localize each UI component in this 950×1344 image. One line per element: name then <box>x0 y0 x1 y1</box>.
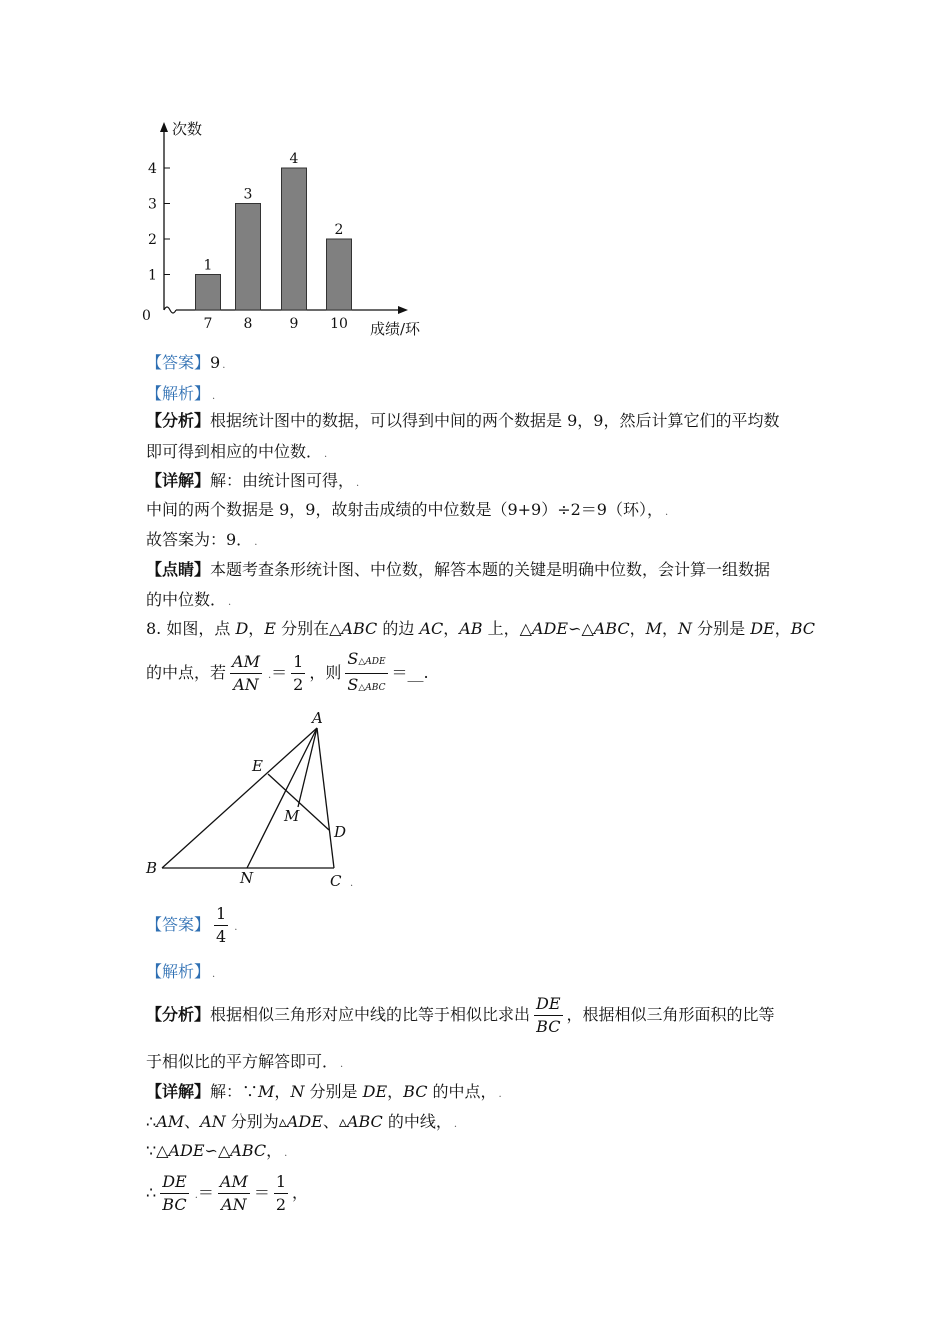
fenxi-text-1: 根据统计图中的数据，可以得到中间的两个数据是 9，9，然后计算它们的平均数 <box>210 411 780 430</box>
equals: ＝ <box>197 1183 214 1202</box>
label-m: M <box>284 807 300 825</box>
stem-text: 分别是 <box>692 619 751 638</box>
xiangjie-text: 的中点， <box>427 1082 497 1101</box>
x-tick-label: 10 <box>330 316 348 332</box>
point-label: N <box>678 619 693 638</box>
q7-dianjing-line-1 <box>146 560 770 580</box>
answer-tag: 【答案】 <box>146 353 211 372</box>
punct: 、 <box>184 1112 201 1131</box>
point-label: M <box>258 1082 275 1101</box>
q7-fenxi-line-2: 即可得到相应的中位数． . <box>146 442 328 461</box>
answer-tag: 【答案】 <box>146 915 211 934</box>
triangle-label: ABC <box>593 619 630 638</box>
q8-fenxi-line-1 <box>146 992 775 1038</box>
stem-text: 的中点，若 <box>146 663 227 682</box>
stem-text: 8. 如图，点 <box>146 619 236 638</box>
svg-text:.: . <box>350 878 354 889</box>
y-axis-label: 次数 <box>172 120 203 138</box>
punct: ， <box>387 1082 404 1101</box>
fraction-de-bc: $\frac{DE}{BC}$ <box>536 994 561 1036</box>
segment-label: BC <box>790 619 816 638</box>
equals: ＝ <box>253 1183 270 1202</box>
punct: ， <box>629 619 646 638</box>
jiexi-tag: 【解析】 <box>146 962 211 981</box>
fenxi-text: 于相似比的平方解答即可． <box>146 1052 339 1071</box>
segment-am <box>298 728 317 807</box>
xiangjie-tag: 【详解】 <box>146 1082 211 1101</box>
fraction-one-half: $\frac{1}{2}$ <box>293 652 304 694</box>
stem-text: 上，△ <box>482 619 532 638</box>
punct: ， <box>266 1141 283 1160</box>
fraction-am-an: $\frac{AM}{AN}$ <box>232 652 260 694</box>
stem-text: 的边 <box>377 619 420 638</box>
fenxi-text: ，根据相似三角形面积的比等 <box>566 1005 775 1024</box>
dianjing-text-1: 本题考查条形统计图、中位数，解答本题的关键是明确中位数，会计算一组数据 <box>210 560 771 579</box>
chart-layer <box>142 120 421 338</box>
point-label: M <box>645 619 663 638</box>
stem-text: 分别在△ <box>275 619 342 638</box>
q7-dianjing-line-2: 的中位数． . <box>146 590 232 609</box>
point-label: N <box>290 1082 305 1101</box>
segment-label: AN <box>200 1112 226 1131</box>
q8-xiangjie-line-3: ∵△ADE∽△ABC， . <box>146 1141 288 1160</box>
label-e: E <box>252 757 263 775</box>
x-tick-label: 8 <box>243 316 253 332</box>
triangle-label: ADE <box>168 1141 205 1160</box>
segment-ac <box>317 728 334 868</box>
y-tick-label: 4 <box>148 161 157 177</box>
triangle-label: ABC <box>346 1112 383 1131</box>
segment-label: DE <box>750 619 775 638</box>
q8-stem-line-1 <box>146 619 815 639</box>
xiangjie-text-1: 解：由统计图可得， <box>210 471 355 490</box>
sim-symbol: ∽△ <box>204 1141 231 1160</box>
y-tick-label: 0 <box>142 308 151 324</box>
triangle-figure <box>140 708 370 898</box>
bar <box>327 239 352 310</box>
data-label: 3 <box>243 186 253 203</box>
therefore: ∴ <box>146 1183 157 1202</box>
q7-jiexi-line: 【解析】 . <box>146 384 216 403</box>
data-label: 4 <box>289 151 299 167</box>
label-c: C <box>330 872 342 890</box>
q8-xiangjie-line-4: ∴ $\frac{DE}{BC}$ .＝ $\frac{AM}{AN}$ ＝ $\frac{1}{2}$ ， <box>146 1172 309 1214</box>
fraction-de-bc: $\frac{DE}{BC}$ <box>162 1172 187 1214</box>
punct: ， <box>248 619 265 638</box>
triangle-label: ADE <box>286 1112 323 1131</box>
xiangjie-text: 分别为▵ <box>225 1112 287 1131</box>
y-axis-arrow <box>160 122 168 132</box>
label-d: D <box>334 823 347 841</box>
q7-answer-line: 【答案】9 . <box>146 353 226 372</box>
q8-xiangjie-line-2: ∴AM、AN 分别为▵ADE、▵ABC 的中线， . <box>146 1112 458 1131</box>
punct: ， <box>274 1082 291 1101</box>
punct: ， <box>662 619 679 638</box>
sim-symbol: ∽△ <box>568 619 594 638</box>
fenxi-tag: 【分析】 <box>146 411 211 430</box>
q7-fenxi-line-1 <box>146 411 779 431</box>
fenxi-text: 根据相似三角形对应中线的比等于相似比求出 <box>210 1005 531 1024</box>
xiangjie-text: 解：∵ <box>210 1082 259 1101</box>
data-label: 1 <box>203 257 213 274</box>
label-a: A <box>312 709 323 727</box>
segment-label: AC <box>419 619 444 638</box>
xiangjie-text: 分别是 <box>304 1082 363 1101</box>
x-axis-label: 成绩/环 <box>370 320 421 338</box>
fraction-one-half: $\frac{1}{2}$ <box>275 1172 287 1214</box>
label-n: N <box>240 869 254 887</box>
segment-label: BC <box>403 1082 428 1101</box>
q7-conclusion-line: 故答案为：9． . <box>146 530 258 549</box>
q7-xiangjie-line-2: 中间的两个数据是 9，9，故射击成绩的中位数是（9+9）÷2＝9（环）， . <box>146 500 669 519</box>
fraction-area-ratio: $\frac{\text{S△ADE}}{\text{S△ABC}}$ <box>347 649 386 694</box>
x-tick-label: 9 <box>289 316 299 332</box>
jiexi-tag: 【解析】 <box>146 384 211 403</box>
q8-answer-line: 【答案】 $\frac{1}{4}$ . <box>146 904 238 946</box>
punct: ， <box>774 619 791 638</box>
punct: ， <box>292 1183 309 1202</box>
bar <box>236 204 261 311</box>
xiangjie-text: 的中线， <box>382 1112 452 1131</box>
y-tick-label: 2 <box>148 232 157 248</box>
therefore: ∴ <box>146 1112 157 1131</box>
equals: ＝ <box>271 663 288 682</box>
bar-chart <box>140 112 460 342</box>
segment-an <box>247 728 317 868</box>
triangle-label: ABC <box>230 1141 267 1160</box>
xiangjie-text-2: 中间的两个数据是 9，9，故射击成绩的中位数是（9+9）÷2＝9（环）， <box>146 500 663 519</box>
answer-fraction: $\frac{1}{4}$ <box>216 904 227 946</box>
q8-jiexi-line: 【解析】 . <box>146 962 216 981</box>
dianjing-tag: 【点睛】 <box>146 560 211 579</box>
punct: ， <box>443 619 460 638</box>
q8-xiangjie-line-1: 【详解】解：∵M，N 分别是 DE，BC 的中点， . <box>146 1082 502 1101</box>
axis-break <box>164 307 176 313</box>
because: ∵△ <box>146 1141 169 1160</box>
y-tick-label: 1 <box>148 267 157 284</box>
label-b: B <box>146 859 158 877</box>
dianjing-text-2: 的中位数． <box>146 590 227 609</box>
fenxi-text-2: 即可得到相应的中位数． <box>146 442 323 461</box>
conclusion-text: 故答案为：9． <box>146 530 253 549</box>
point-label: D <box>235 619 249 638</box>
answer-value: 9 <box>210 353 221 372</box>
fraction-am-an: $\frac{AM}{AN}$ <box>219 1172 248 1214</box>
q7-xiangjie-line: 【详解】解：由统计图可得， . <box>146 471 360 490</box>
data-label: 2 <box>334 222 344 238</box>
q8-fenxi-line-2: 于相似比的平方解答即可． . <box>146 1052 344 1071</box>
segment-label: AB <box>459 619 483 638</box>
bar <box>196 275 221 311</box>
x-axis-arrow <box>398 306 408 314</box>
q8-stem-line-2: 的中点，若 $\frac{AM}{AN}$ .＝ $\frac{1}{2}$ ，则 $\frac{\text{S△ADE}}{\text{S△ABC}}$ ＝__. <box>146 650 429 699</box>
fenxi-tag: 【分析】 <box>146 1005 211 1024</box>
x-tick-label: 7 <box>203 316 213 332</box>
xiangjie-text: 、▵ <box>322 1112 347 1131</box>
answer-blank: ＝__. <box>391 663 429 682</box>
stem-text: ，则 <box>309 663 342 682</box>
segment-label: AM <box>156 1112 185 1131</box>
triangle-label: ADE <box>531 619 569 638</box>
point-label: E <box>264 619 276 638</box>
xiangjie-tag: 【详解】 <box>146 471 211 490</box>
triangle-label: ABC <box>341 619 378 638</box>
y-tick-label: 3 <box>148 196 157 213</box>
segment-label: DE <box>362 1082 388 1101</box>
bar <box>282 168 307 310</box>
